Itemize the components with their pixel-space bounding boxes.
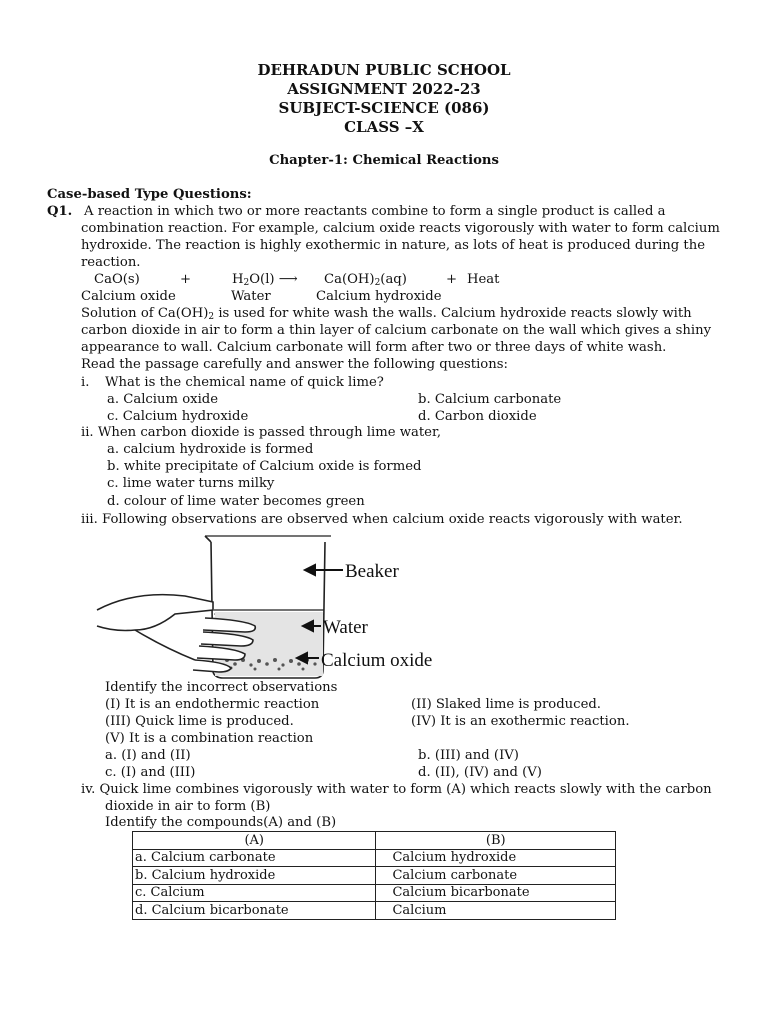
subq-ii-text: ii. When carbon dioxide is passed through lime water, — [81, 425, 442, 440]
eq-caoh2: $Ca(OH)_2(aq)$ — [324, 272, 407, 288]
para1-line: reaction. — [81, 255, 141, 270]
table-cell: c. Calcium — [133, 884, 376, 902]
subq-iv-text: iv. Quick lime combines vigorously with water to form (A) which reacts slowly with the carbon — [81, 782, 712, 797]
label-calcium-oxide: Calcium oxide — [321, 650, 433, 671]
eq-plus: + — [446, 272, 458, 287]
option-a: a. Calcium oxide — [107, 392, 219, 407]
label-beaker: Beaker — [345, 561, 399, 582]
table-row — [133, 867, 616, 885]
observation-3: (III) Quick lime is produced. — [105, 714, 294, 729]
table-header: (A) — [133, 832, 376, 850]
table-cell: d. Calcium bicarbonate — [133, 902, 376, 920]
para1-line: hydroxide. The reaction is highly exothermic in nature, as lots of heat is produced during the — [81, 238, 706, 253]
table-header-row — [133, 832, 616, 850]
subq-i-num: i. — [81, 375, 90, 390]
table-cell: Calcium — [376, 902, 616, 920]
beaker-figure — [95, 530, 475, 682]
table-cell: Calcium hydroxide — [376, 849, 616, 867]
para2-line: appearance to wall. Calcium carbonate will form after two or three days of white wash. — [81, 340, 667, 355]
table-row — [133, 849, 616, 867]
eq-name-caoh2: Calcium hydroxide — [316, 289, 442, 304]
class-title: CLASS –X — [344, 118, 424, 136]
option-d: d. colour of lime water becomes green — [107, 494, 365, 509]
compounds-table — [132, 831, 616, 920]
table-cell: b. Calcium hydroxide — [133, 867, 376, 885]
assignment-title: ASSIGNMENT 2022-23 — [287, 80, 481, 98]
table-row — [133, 902, 616, 920]
subq-i-text: What is the chemical name of quick lime? — [105, 375, 384, 390]
observation-4: (IV) It is an exothermic reaction. — [411, 714, 630, 729]
subq-iii-text: iii. Following observations are observed when calcium oxide reacts vigorously with water. — [81, 512, 683, 527]
label-water: Water — [323, 617, 368, 638]
table-row — [133, 884, 616, 902]
option-c: c. lime water turns milky — [107, 476, 275, 491]
question-number: Q1. — [47, 204, 73, 219]
option-b: b. white precipitate of Calcium oxide is formed — [107, 459, 422, 474]
school-name: DEHRADUN PUBLIC SCHOOL — [257, 61, 511, 79]
option-b: b. Calcium carbonate — [418, 392, 562, 407]
identify-text: Identify the incorrect observations — [105, 680, 338, 695]
table-cell: Calcium bicarbonate — [376, 884, 616, 902]
option-c: c. (I) and (III) — [105, 765, 196, 780]
para2-line: Read the passage carefully and answer the following questions: — [81, 357, 508, 372]
eq-cao: CaO(s) — [94, 272, 140, 287]
subject-title: SUBJECT-SCIENCE (086) — [278, 99, 490, 117]
chapter-title: Chapter-1: Chemical Reactions — [269, 153, 499, 168]
para1-line: combination reaction. For example, calcium oxide reacts vigorously with water to form calcium — [81, 221, 720, 236]
option-b: b. (III) and (IV) — [418, 748, 519, 763]
para2-line: carbon dioxide in air to form a thin layer of calcium carbonate on the wall which gives a shiny — [81, 323, 712, 338]
eq-h2o: $H_2O(l)$ ⟶ — [232, 272, 298, 288]
table-cell: Calcium carbonate — [376, 867, 616, 885]
table-header: (B) — [376, 832, 616, 850]
subq-iv-text-cont: dioxide in air to form (B) — [105, 799, 271, 814]
observation-2: (II) Slaked lime is produced. — [411, 697, 602, 712]
eq-name-water: Water — [231, 289, 271, 304]
eq-plus: + — [180, 272, 192, 287]
para1-line: A reaction in which two or more reactants combine to form a single product is called a — [84, 204, 666, 219]
identify-compounds: Identify the compounds(A) and (B) — [105, 815, 337, 830]
section-heading: Case-based Type Questions: — [47, 187, 252, 202]
table-cell: a. Calcium carbonate — [133, 849, 376, 867]
para2-line: Solution of $Ca(OH)_2$ is used for white wash the walls. Calcium hydroxide reacts slowly with — [81, 306, 692, 322]
option-a: a. calcium hydroxide is formed — [107, 442, 314, 457]
option-d: d. (II), (IV) and (V) — [418, 765, 542, 780]
eq-name-cao: Calcium oxide — [81, 289, 176, 304]
eq-heat: Heat — [467, 272, 500, 287]
observation-1: (I) It is an endothermic reaction — [105, 697, 320, 712]
observation-5: (V) It is a combination reaction — [105, 731, 314, 746]
option-c: c. Calcium hydroxide — [107, 409, 249, 424]
option-a: a. (I) and (II) — [105, 748, 191, 763]
option-d: d. Carbon dioxide — [418, 409, 537, 424]
